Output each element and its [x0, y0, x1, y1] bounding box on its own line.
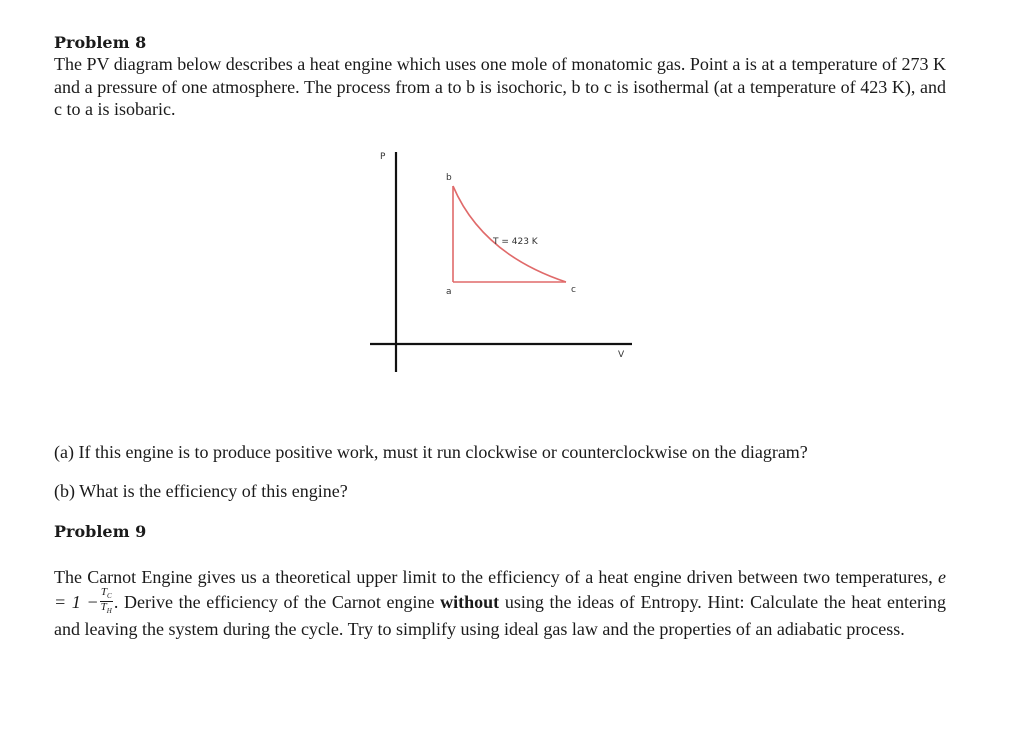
problem-9-text-part2: . Derive the efficiency of the Carnot engine — [113, 591, 441, 612]
question-a: (a) If this engine is to produce positive work, must it run clockwise or counterclockwise on the diagram? — [54, 442, 808, 462]
point-b-label: b — [446, 173, 452, 183]
problem-9-text-part3: using the ideas of Entropy. Hint: Calculate the heat entering and leaving the system during the cycle. Try to simplify using ideal gas law and the properties of an adiabatic process. — [54, 591, 946, 639]
problem-8-text: The PV diagram below describes a heat engine which uses one mole of monatomic gas. Point a is at a temperature of 273 K and a pressure of one atmosphere. The process from a to b is isochoric, b to c is isothermal (at a temperature of 423 K), and c to a is isobaric. — [54, 54, 946, 119]
problem-9-heading: Problem 9 — [54, 522, 147, 541]
fraction-denominator: T — [100, 600, 107, 613]
point-c-label: c — [571, 285, 576, 295]
efficiency-formula-prefix: e = 1 − — [54, 567, 946, 612]
fraction-numerator-sub: C — [106, 591, 112, 600]
problem-9-text-part1: The Carnot Engine gives us a theoretical upper limit to the efficiency of a heat engine driven between two temperatures, — [54, 567, 938, 587]
problem-9-text — [54, 566, 946, 640]
question-b: (b) What is the efficiency of this engine? — [54, 481, 348, 501]
temperature-ratio-fraction — [100, 587, 113, 616]
problem-8-heading: Problem 8 — [54, 33, 147, 52]
fraction-denominator-sub: H — [106, 606, 112, 615]
isothermal-process-curve — [453, 186, 566, 282]
bold-without: without — [440, 591, 500, 612]
p-axis-label: P — [380, 152, 386, 162]
pv-diagram — [362, 150, 634, 378]
fraction-numerator: T — [100, 585, 107, 598]
v-axis-label: V — [618, 350, 625, 360]
point-a-label: a — [446, 287, 452, 297]
isotherm-temperature-label: T = 423 K — [493, 237, 538, 247]
